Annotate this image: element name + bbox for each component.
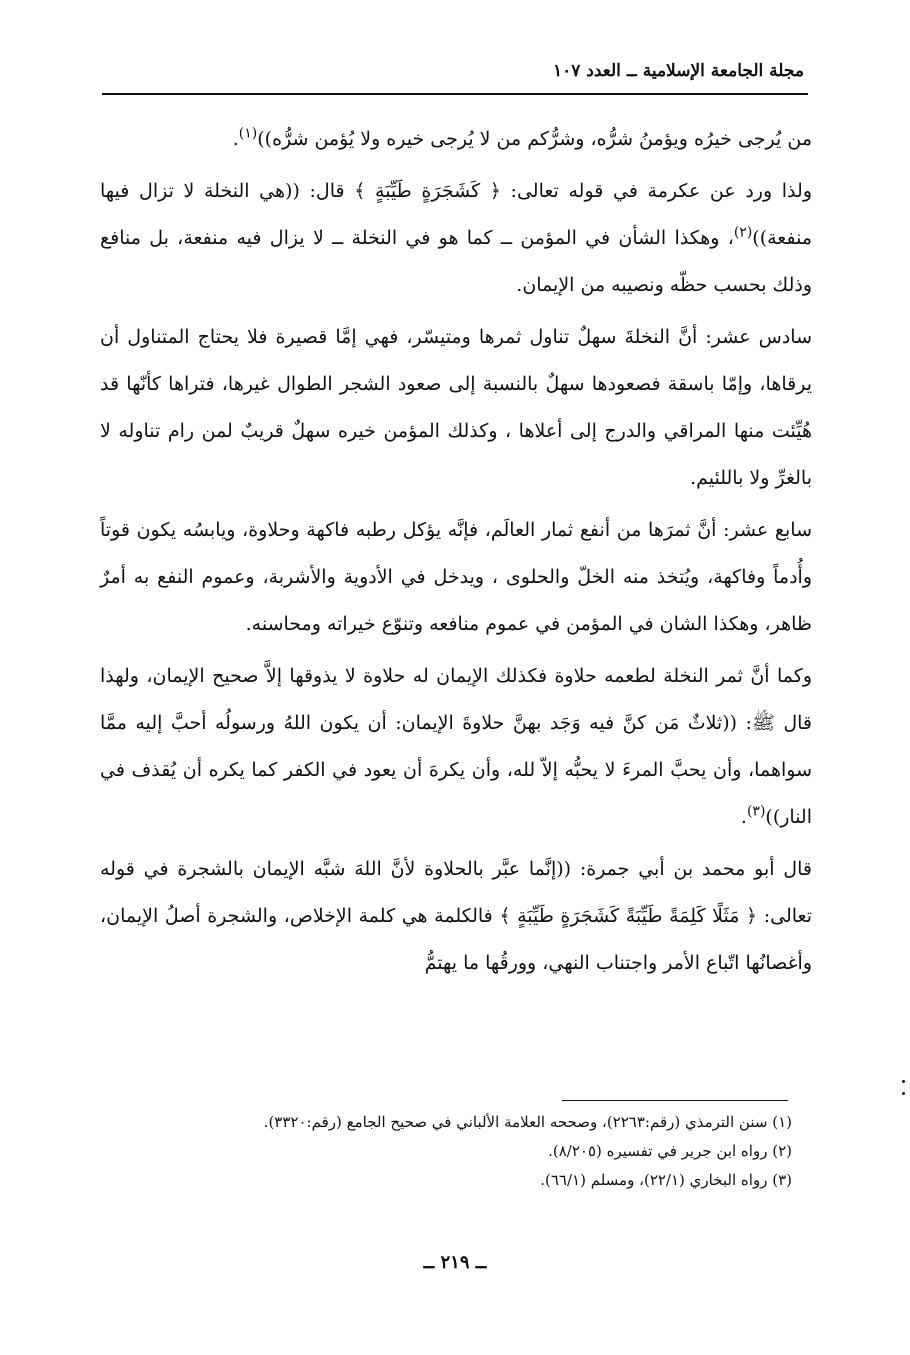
paragraph-1-tail: . (232, 128, 239, 150)
paragraph-2 (100, 168, 812, 309)
footnote-ref-2: (٢) (733, 224, 753, 241)
header-rule (102, 93, 808, 95)
scan-speck (902, 1092, 905, 1095)
paragraph-1 (100, 116, 812, 163)
paragraph-5-tail: . (740, 806, 747, 828)
footnote-ref-3: (٣) (746, 803, 766, 820)
scan-speck (902, 1080, 905, 1083)
footnotes (100, 1108, 792, 1195)
footnote-1: (١) سنن الترمذي (رقم:٢٢٦٣)، وصححه العلامة الألباني في صحيح الجامع (رقم:٣٣٢٠). (263, 1113, 792, 1131)
paragraph-6: قال أبو محمد بن أبي جمرة: ((إنَّما عبَّر بالحلاوة لأنَّ اللهَ شبَّه الإيمان بالشجرة في قوله تعالى: ﴿ مَثَلًا كَلِمَةً طَيِّبَةً كَشَجَرَةٍ طَيِّبَةٍ ﴾ فالكلمة هي كلمة الإخلاص، والشجرة أصلُ الإيمان، وأغصانُها اتّباع الأمر واجتناب النهي، وورقُها ما يهتمُّ (100, 858, 812, 974)
paragraph-4: سابع عشر: أنَّ ثمرَها من أنفع ثمار العالَم، فإنَّه يؤكل رطبه فاكهة وحلاوة، ويابسُه يكون قوتاً وأُدماً وفاكهة، ويُتخذ منه الخلّ والحلوى ، ويدخل في الأدوية والأشربة، وعموم النفع به أمرٌ ظاهر، وهكذا الشان في المؤمن في عموم منافعه وتنوّع خيراته ومحاسنه. (100, 519, 812, 635)
body-text (100, 116, 812, 992)
running-header: مجلة الجامعة الإسلامية ــ العدد ١٠٧ (552, 61, 804, 81)
footnote-3: (٣) رواه البخاري (٢٢/١)، ومسلم (٦٦/١). (540, 1171, 792, 1189)
paragraph-1-text: من يُرجى خيرُه ويؤمنُ شرُّه، وشرُّكم من لا يُرجى خيره ولا يُؤمن شرُّه)) (257, 128, 812, 150)
footnote-2: (٢) رواه ابن جرير في تفسيره (٨/٢٠٥). (548, 1142, 792, 1160)
paragraph-2-tail: ، وهكذا الشأن في المؤمن ــ كما هو في النخلة ــ لا يزال فيه منفعة، بل منافع وذلك بحسب حظّه ونصيبه من الإيمان. (100, 227, 812, 296)
paragraph-5 (100, 653, 812, 841)
paragraph-2-text: ولذا ورد عن عكرمة في قوله تعالى: ﴿ كَشَجَرَةٍ طَيِّبَةٍ ﴾ قال: ((هي النخلة لا تزال فيها منفعة)) (100, 180, 812, 249)
footnote-rule (562, 1100, 788, 1101)
footnote-ref-1: (١) (238, 125, 258, 142)
paragraph-3: سادس عشر: أنَّ النخلةَ سهلٌ تناول ثمرها ومتيسّر، فهي إمَّا قصيرة فلا يحتاج المتناول أن يرقاها، وإمّا باسقة فصعودها سهلٌ بالنسبة إلى صعود الشجر الطوال غيرها، فتراها كأنّها قد هُيِّئت منها المراقي والدرج إلى أعلاها ، وكذلك المؤمن خيره سهلٌ قريبٌ لمن رام تناوله لا بالغرِّ ولا باللئيم. (100, 326, 812, 489)
page-number: ــ ٢١٩ ــ (423, 1252, 487, 1273)
paragraph-5-text: وكما أنَّ ثمر النخلة لطعمه حلاوة فكذلك الإيمان له حلاوة لا يذوقها إلاَّ صحيح الإيمان، ولهذا قال ﷺ: ((ثلاثٌ مَن كنَّ فيه وَجَد بهنَّ حلاوةَ الإيمان: أن يكون اللهُ ورسولُه أحبَّ إليه ممَّا سواهما، وأن يحبَّ المرءَ لا يحبُّه إلاّ لله، وأن يكرهَ أن يعود في الكفر كما يكره أن يُقذف في النار)) (100, 665, 812, 828)
